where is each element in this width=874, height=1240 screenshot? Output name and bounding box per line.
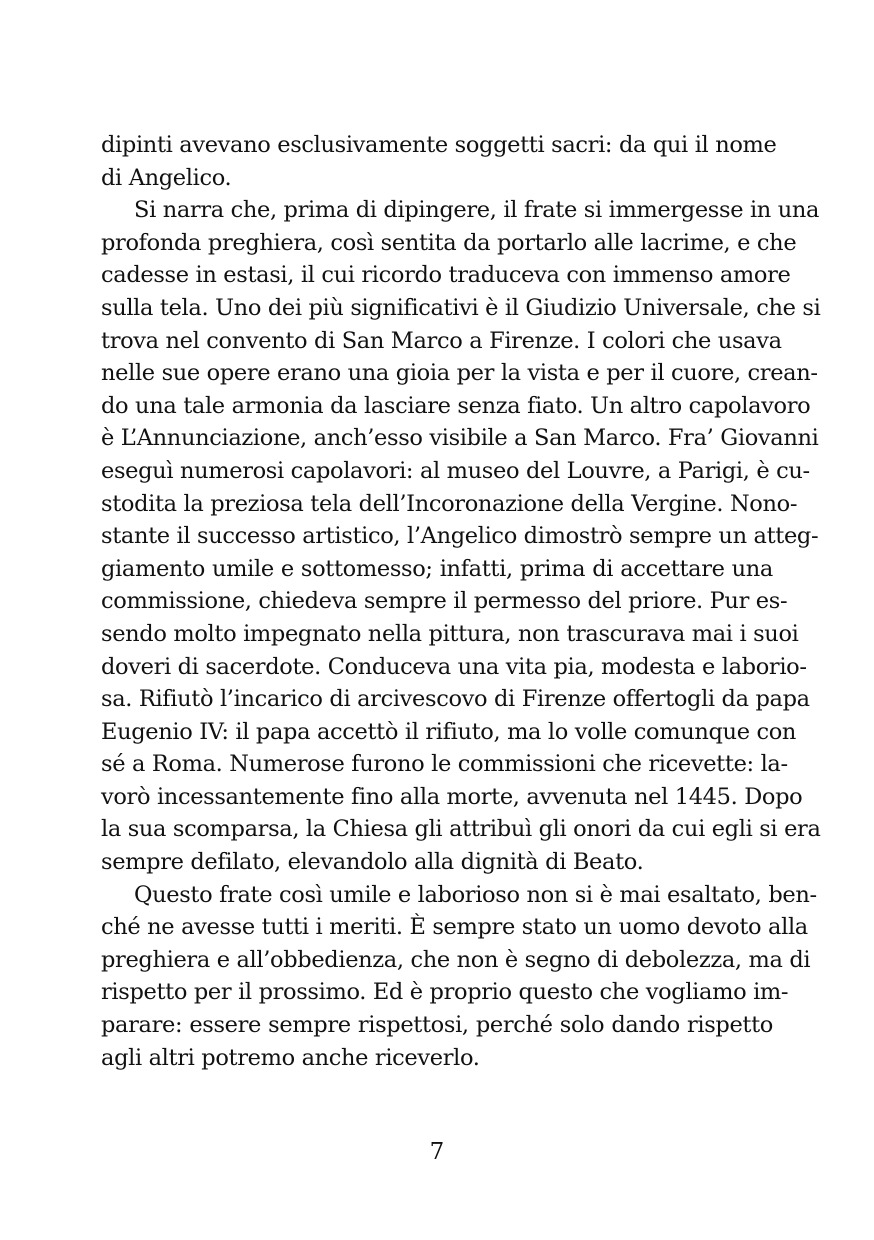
text-line: sulla tela. Uno dei più significativi è il Giudizio Universale, che si — [101, 294, 821, 321]
text-line: profonda preghiera, così sentita da portarlo alle lacrime, e che — [101, 229, 797, 256]
paragraph-1 — [101, 129, 777, 194]
text-line: Eugenio IV: il papa accettò il rifiuto, ma lo volle comunque con — [101, 718, 797, 745]
text-line: sempre defilato, elevandolo alla dignità di Beato. — [101, 849, 644, 876]
text-line: preghiera e all’obbedienza, che non è segno di debolezza, ma di — [101, 946, 811, 973]
text-line: trova nel convento di San Marco a Firenze. I colori che usava — [101, 327, 782, 354]
text-line: sé a Roma. Numerose furono le commissioni che ricevette: la- — [101, 751, 788, 778]
text-line: giamento umile e sottomesso; infatti, prima di accettare una — [101, 555, 773, 582]
page-number: 7 — [429, 1139, 445, 1165]
text-line: eseguì numerosi capolavori: al museo del Louvre, a Parigi, è cu- — [101, 457, 810, 484]
text-line: do una tale armonia da lasciare senza fiato. Un altro capolavoro — [101, 392, 811, 419]
text-line: rispetto per il prossimo. Ed è proprio questo che vogliamo im- — [101, 979, 789, 1006]
paragraph-2 — [101, 194, 821, 878]
text-line: cadesse in estasi, il cui ricordo traduceva con immenso amore — [101, 262, 791, 289]
text-line: sa. Rifiutò l’incarico di arcivescovo di Firenze offertogli da papa — [101, 686, 810, 713]
text-line: stodita la preziosa tela dell’Incoronazione della Vergine. Nono- — [101, 490, 798, 517]
text-line: parare: essere sempre rispettosi, perché solo dando rispetto — [101, 1012, 773, 1039]
text-line: Questo frate così umile e laborioso non si è mai esaltato, ben- — [134, 881, 817, 908]
text-line: è L’Annunciazione, anch’esso visibile a San Marco. Fra’ Giovanni — [101, 425, 819, 452]
text-line: commissione, chiedeva sempre il permesso del priore. Pur es- — [101, 588, 788, 615]
text-line: ché ne avesse tutti i meriti. È sempre stato un uomo devoto alla — [101, 914, 808, 941]
text-line: di Angelico. — [101, 164, 232, 191]
text-line: nelle sue opere erano una gioia per la vista e per il cuore, crean- — [101, 360, 818, 387]
text-line: dipinti avevano esclusivamente soggetti sacri: da qui il nome — [101, 132, 777, 158]
text-line: agli altri potremo anche riceverlo. — [101, 1044, 480, 1071]
text-line: doveri di sacerdote. Conduceva una vita pia, modesta e laborio- — [101, 653, 807, 680]
text-line: la sua scomparsa, la Chiesa gli attribuì gli onori da cui egli si era — [101, 816, 821, 843]
text-line: vorò incessantemente fino alla morte, avvenuta nel 1445. Dopo — [101, 783, 803, 810]
text-line: stante il successo artistico, l’Angelico dimostrò sempre un atteg- — [101, 523, 819, 550]
body-text — [101, 129, 821, 1074]
text-line: sendo molto impegnato nella pittura, non trascurava mai i suoi — [101, 620, 799, 647]
paragraph-3 — [101, 879, 817, 1075]
text-line: Si narra che, prima di dipingere, il frate si immergesse in una — [134, 197, 820, 224]
